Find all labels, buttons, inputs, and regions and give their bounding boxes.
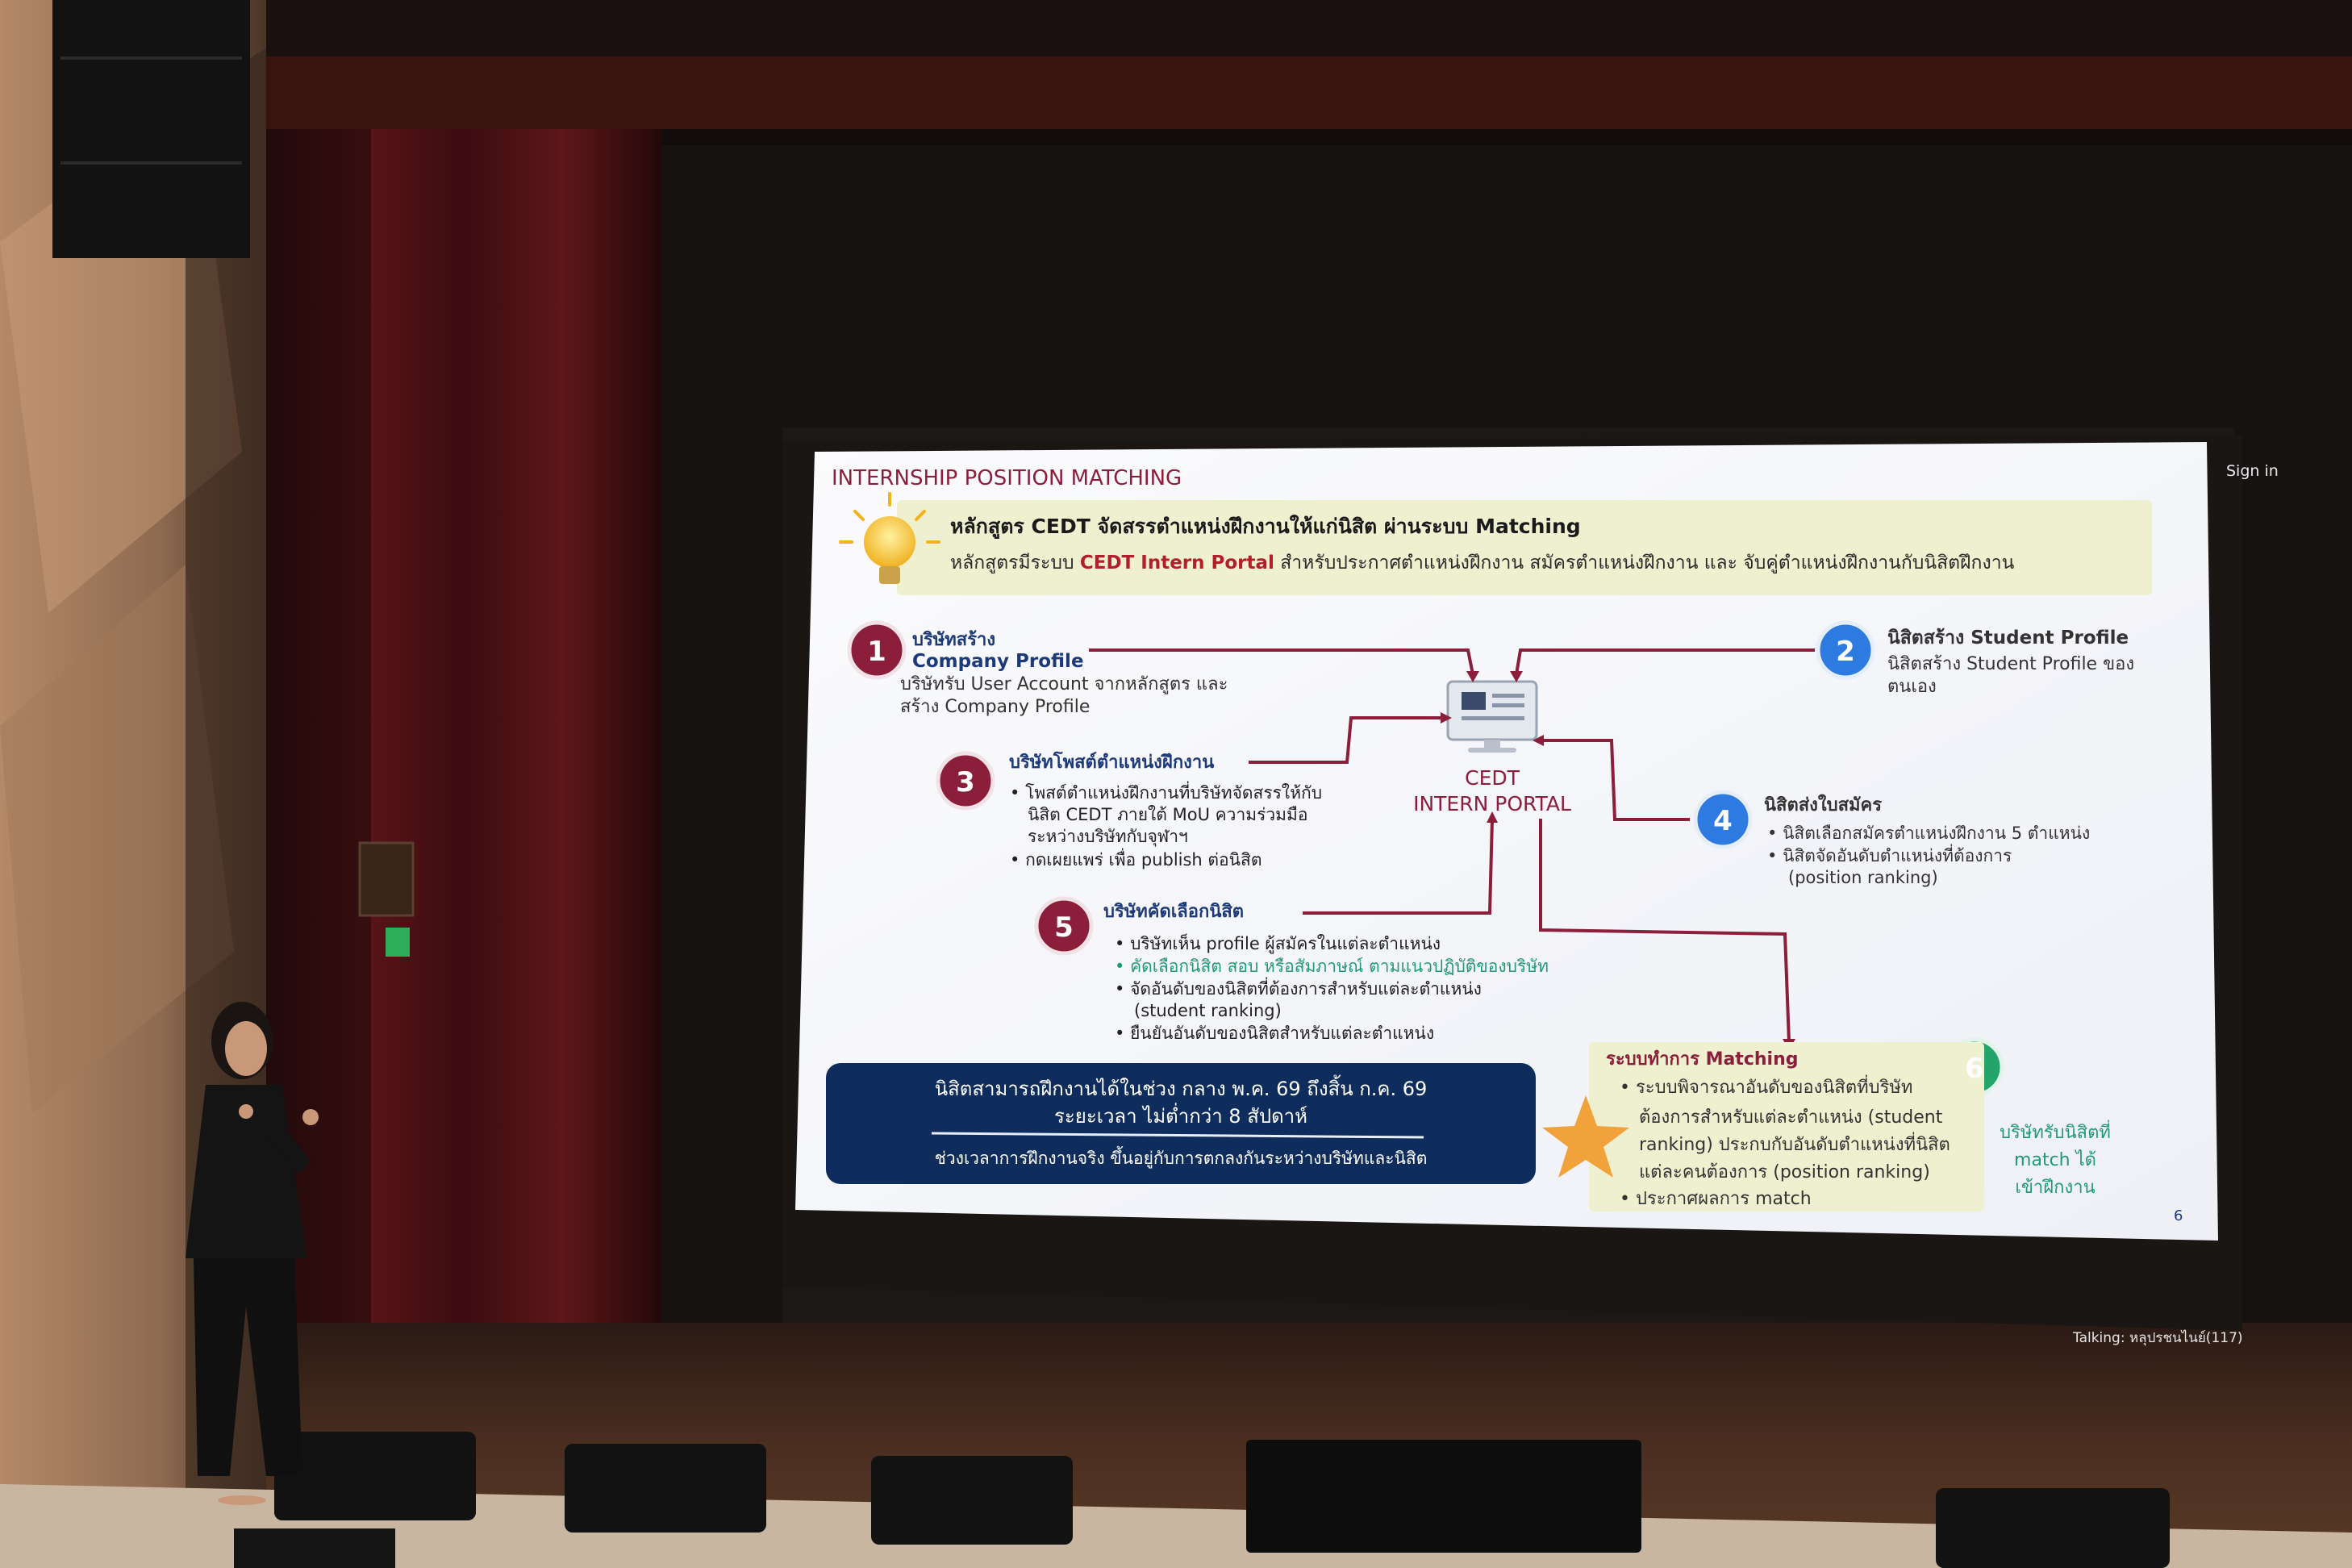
matching-bullet-1-2: ต้องการสำหรับแต่ละตำแหน่ง (student: [1639, 1107, 1943, 1128]
step-3-number: 3: [956, 766, 975, 799]
matching-bullet-2: • ประกาศผลการ match: [1620, 1189, 1812, 1209]
matching-bullet-1: • ระบบพิจารณาอันดับของนิสิตที่บริษัท: [1620, 1078, 1913, 1098]
step-3-bullet-1-3: ระหว่างบริษัทกับจุฬาฯ: [1028, 827, 1188, 846]
step-3-bullet-1: • โพสต์ตำแหน่งฝึกงานที่บริษัทจัดสรรให้กับ: [1010, 783, 1323, 803]
step-5-bullet-2: • คัดเลือกนิสิต สอบ หรือสัมภาษณ์ ตามแนวปฏิบัติของบริษัท: [1115, 957, 1549, 976]
floor-monitor: [871, 1456, 1073, 1545]
step-5-bullet-1: • บริษัทเห็น profile ผู้สมัครในแต่ละตำแหน่ง: [1115, 934, 1441, 953]
step-1-number: 1: [867, 636, 886, 668]
slide-title: INTERNSHIP POSITION MATCHING: [832, 466, 1182, 490]
step-2-title: นิสิตสร้าง Student Profile: [1887, 628, 2129, 648]
sign-in-link[interactable]: Sign in: [2226, 462, 2279, 480]
step-4-bullet-2-2: (position ranking): [1788, 868, 1938, 887]
step-4-bullet-1: • นิสิตเลือกสมัครตำแหน่งฝึกงาน 5 ตำแหน่ง: [1767, 824, 2091, 843]
matching-bullet-1-4: แต่ละคนต้องการ (position ranking): [1639, 1162, 1930, 1182]
step-3-bullet-1-2: นิสิต CEDT ภายใต้ MoU ความร่วมมือ: [1028, 805, 1308, 824]
banner-headline: หลักสูตร CEDT จัดสรรตำแหน่งฝึกงานให้แก่นิสิต ผ่านระบบ Matching: [950, 515, 1581, 538]
exit-sign: [386, 928, 410, 957]
portal-label: CEDT: [1465, 766, 1520, 790]
step-5-bullet-3: • จัดอันดับของนิสิตที่ต้องการสำหรับแต่ละตำแหน่ง: [1115, 979, 1482, 999]
floor-monitor: [1246, 1440, 1641, 1553]
step-1-title: บริษัทสร้าง: [912, 630, 996, 650]
matching-title: ระบบทำการ Matching: [1606, 1049, 1799, 1070]
step-6-body: บริษัทรับนิสิตที่: [2000, 1123, 2111, 1143]
talking-indicator: Talking: หลุปรชนไนย์(117): [2073, 1330, 2243, 1346]
step-6-body-3: เข้าฝึกงาน: [2015, 1178, 2096, 1198]
notice-line-3: ช่วงเวลาการฝึกงานจริง ขึ้นอยู่กับการตกลงกันระหว่างบริษัทและนิสิต: [934, 1149, 1428, 1168]
step-1-title-2: Company Profile: [912, 651, 1084, 672]
portal-label-2: INTERN PORTAL: [1413, 792, 1571, 815]
step-3-title: บริษัทโพสต์ตำแหน่งฝึกงาน: [1009, 753, 1215, 773]
hanging-speaker: [52, 0, 250, 258]
page-number: 6: [2174, 1207, 2183, 1224]
matching-bullet-1-3: ranking) ประกบกับอันดับตำแหน่งที่นิสิต: [1639, 1135, 1950, 1155]
step-4-bullet-2: • นิสิตจัดอันดับตำแหน่งที่ต้องการ: [1767, 846, 2012, 865]
step-1-body-2: สร้าง Company Profile: [900, 697, 1091, 717]
step-6-number: 6: [1965, 1053, 1984, 1085]
step-5-bullet-4: • ยืนยันอันดับของนิสิตสำหรับแต่ละตำแหน่ง: [1115, 1024, 1435, 1043]
step-5-bullet-3-2: (student ranking): [1134, 1001, 1282, 1020]
step-5-title: บริษัทคัดเลือกนิสิต: [1103, 902, 1245, 922]
step-4-title: นิสิตส่งใบสมัคร: [1764, 795, 1883, 815]
notice-line-2: ระยะเวลา ไม่ต่ำกว่า 8 สัปดาห์: [1054, 1105, 1307, 1128]
floor-monitor: [274, 1432, 476, 1520]
step-2-body: นิสิตสร้าง Student Profile ของ: [1887, 654, 2135, 674]
notice-line-1: นิสิตสามารถฝึกงานได้ในช่วง กลาง พ.ค. 69 ถึงสิ้น ก.ค. 69: [934, 1078, 1428, 1100]
banner-subline: หลักสูตรมีระบบ CEDT Intern Portal สำหรับประกาศตำแหน่งฝึกงาน สมัครตำแหน่งฝึกงาน และ จับคู่ตำแหน่งฝึกงานกับนิสิตฝึกงาน: [950, 553, 2015, 573]
step-2-number: 2: [1836, 636, 1855, 668]
step-5-number: 5: [1054, 911, 1074, 944]
step-4-number: 4: [1713, 805, 1733, 837]
step-1-body: บริษัทรับ User Account จากหลักสูตร และ: [900, 674, 1228, 694]
step-3-bullet-2: • กดเผยแพร่ เพื่อ publish ต่อนิสิต: [1010, 850, 1262, 869]
step-6-body-2: match ได้: [2014, 1150, 2096, 1170]
floor-monitor: [1936, 1488, 2170, 1568]
floor-monitor: [565, 1444, 766, 1533]
step-2-body-2: ตนเอง: [1887, 677, 1937, 697]
